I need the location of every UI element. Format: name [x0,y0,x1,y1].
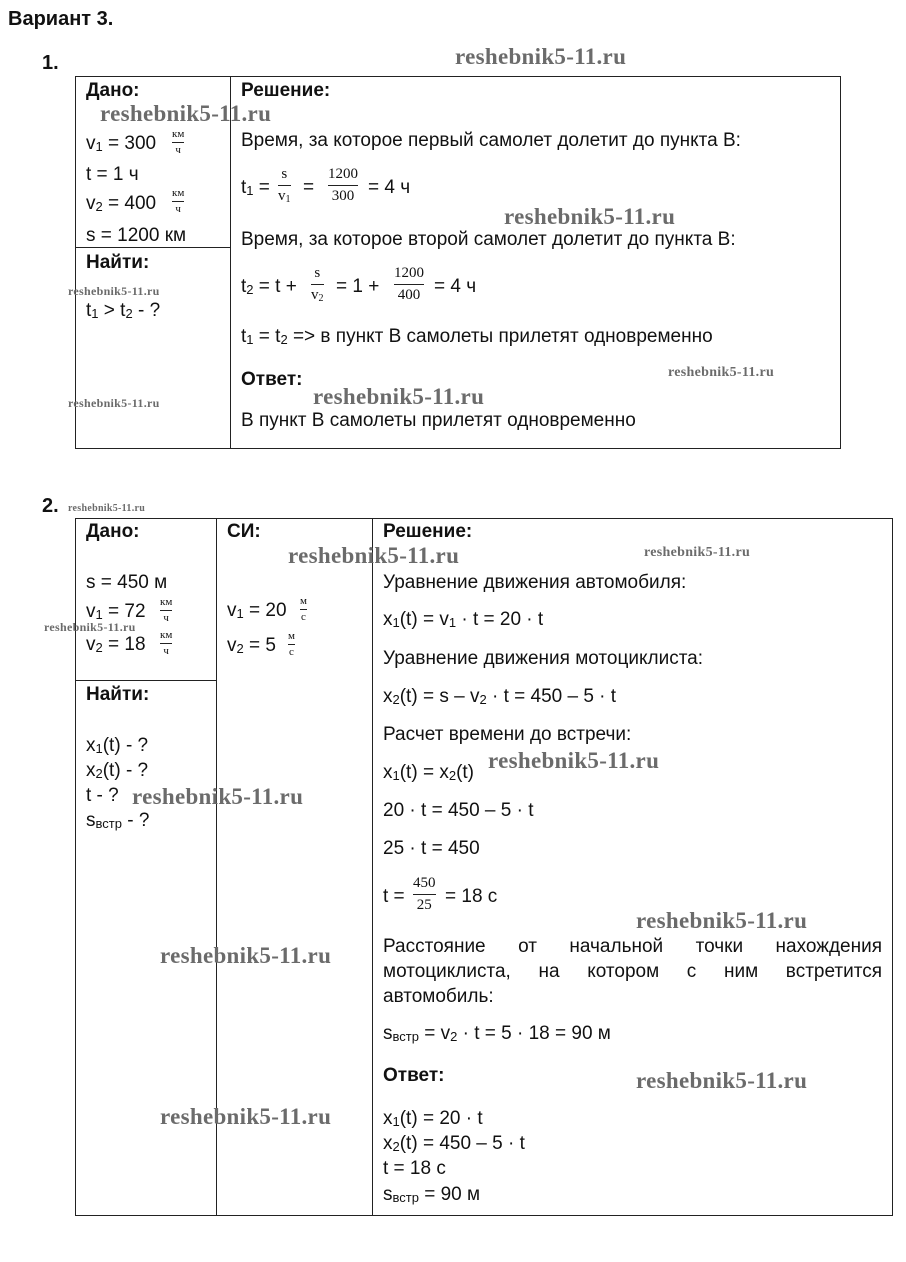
problem-2-si-v1: $v_1 = 20$ [227,600,287,621]
problem-1-solution-title: Решение: [241,80,331,101]
problem-2-answer-title: Ответ: [383,1065,445,1086]
watermark: reshebnik5-11.ru [313,384,485,409]
problem-1-eq-1-fraction-1200-300: 1200 300 [328,166,358,204]
problem-2-si-v2: $v_2 = 5$ [227,635,276,656]
problem-1-answer: В пункт В самолеты прилетят одновременно [241,410,636,431]
problem-1-given-divider [75,247,231,248]
problem-2-si-v2-unit-fraction: м с [288,630,295,658]
problem-2-distance-text: Расстояние от начальной точки нахождения мотоциклиста, на котором с ним встретится автомобиль: [383,936,882,1007]
watermark: reshebnik5-11.ru [160,943,332,968]
problem-1-v2-unit-fraction: км ч [172,187,185,215]
problem-2-equation-c-lhs: t = [383,886,405,907]
watermark: reshebnik5-11.ru [288,543,460,568]
problem-2-equation-b: 25 · t = 450 [383,838,480,859]
problem-2-number: 2. [42,495,59,517]
watermark: reshebnik5-11.ru [68,503,146,514]
problem-2-si-title: СИ: [227,521,261,542]
watermark: reshebnik5-11.ru [636,908,808,933]
problem-2-find-title: Найти: [86,684,150,705]
problem-2-given-v1: $v_1 = 72$ [86,601,146,622]
problem-1-number: 1. [42,52,59,74]
problem-1-given-v1: $v_1 = 300$ [86,133,157,154]
problem-1-find-title: Найти: [86,252,150,273]
watermark: reshebnik5-11.ru [68,284,160,298]
problem-2-equation-a: 20 · t = 450 – 5 · t [383,800,534,821]
watermark: reshebnik5-11.ru [160,1104,332,1129]
problem-2-divider-si-solution [372,518,373,1216]
problem-2-si-v1-unit-fraction: м с [300,595,307,623]
problem-2-moto-title: Уравнение движения мотоциклиста: [383,648,704,669]
watermark: reshebnik5-11.ru [132,784,304,809]
watermark: reshebnik5-11.ru [668,365,775,380]
problem-2-fraction-450-25: 450 25 [413,875,436,913]
problem-2-find-x2: $x_2(t)$ - ? [86,760,149,781]
problem-1-find-value: $t_1 > t_2$ - ? [86,300,161,321]
problem-1-v1-unit-fraction: км ч [172,128,185,156]
problem-1-line-1: Время, за которое первый самолет долетит до пункта В: [241,130,741,151]
problem-2-moto-equation: $x_2(t) = s - v_2 \cdot t = 450 - 5 \cdot t$ [383,686,617,707]
problem-1-line-2: Время, за которое второй самолет долетит до пункта В: [241,229,736,250]
problem-2-find-x1: $x_1(t)$ - ? [86,735,149,756]
problem-2-meet-equation: $x_1(t) = x_2(t)$ [383,762,474,783]
problem-2-given-v2-unit-fraction: км ч [160,629,173,657]
problem-1-given-t: t = 1 ч [86,164,139,185]
problem-2-given-title: Дано: [86,521,140,542]
problem-2-distance-equation: $s_{встр} = v_2 \cdot t = 5 \cdot 18 = 90$ м [383,1023,611,1044]
problem-1-conclusion: $t_1 = t_2 => в$ пункт В самолеты прилетят одновременно [241,326,713,347]
problem-1-eq-2-result: = 4 ч [434,276,477,297]
problem-2-answer-t: t = 18 с [383,1158,446,1179]
watermark: reshebnik5-11.ru [488,748,660,773]
problem-2-car-title: Уравнение движения автомобиля: [383,572,687,593]
watermark: reshebnik5-11.ru [504,204,676,229]
problem-1-given-v2: $v_2 = 400$ [86,193,157,214]
problem-2-equation-c-result: = 18 с [445,886,498,907]
problem-2-answer-x2: $x_2(t) = 450 - 5 \cdot t$ [383,1133,525,1154]
watermark: reshebnik5-11.ru [644,545,751,560]
variant-title: Вариант 3. [8,8,114,30]
problem-2-car-equation: $x_1(t) = v_1 \cdot t = 20 \cdot t$ [383,609,544,630]
problem-2-solution-title: Решение: [383,521,473,542]
watermark: reshebnik5-11.ru [68,396,160,410]
problem-1-eq-1-result: = 4 ч [368,177,411,198]
problem-1-eq-1-lhs: $t_1$ = [241,177,270,198]
watermark: reshebnik5-11.ru [636,1068,808,1093]
problem-1-eq-2-fraction-s-v2: s $v_2$ [311,265,324,304]
problem-2-find-t: t - ? [86,785,119,806]
watermark: reshebnik5-11.ru [44,620,136,634]
problem-1-given-s: s = 1200 км [86,225,187,246]
problem-2-find-s: $s_{встр}$ - ? [86,810,150,831]
problem-2-given-divider [75,680,217,681]
problem-2-given-s: s = 450 м [86,572,168,593]
problem-1-eq-2-fraction-1200-400: 1200 400 [394,265,424,303]
watermark: reshebnik5-11.ru [100,101,272,126]
problem-2-time-title: Расчет времени до встречи: [383,724,632,745]
watermark: reshebnik5-11.ru [455,44,627,69]
problem-1-eq-2-lhs: $t_2 = t$ + [241,276,297,297]
problem-2-given-v2: $v_2 = 18$ [86,634,146,655]
problem-1-given-title: Дано: [86,80,140,101]
problem-1-eq-1-equals: = [303,177,315,198]
problem-1-answer-title: Ответ: [241,369,303,390]
problem-2-answer-x1: $x_1(t) = 20 \cdot t$ [383,1108,483,1129]
problem-1-column-divider [230,76,231,449]
problem-2-answer-s: $s_{встр} = 90$ м [383,1184,481,1205]
problem-1-eq-2-middle: = 1 + [336,276,380,297]
problem-2-given-v1-unit-fraction: км ч [160,596,173,624]
problem-1-eq-1-fraction-s-v1: s $v_1$ [278,166,291,205]
